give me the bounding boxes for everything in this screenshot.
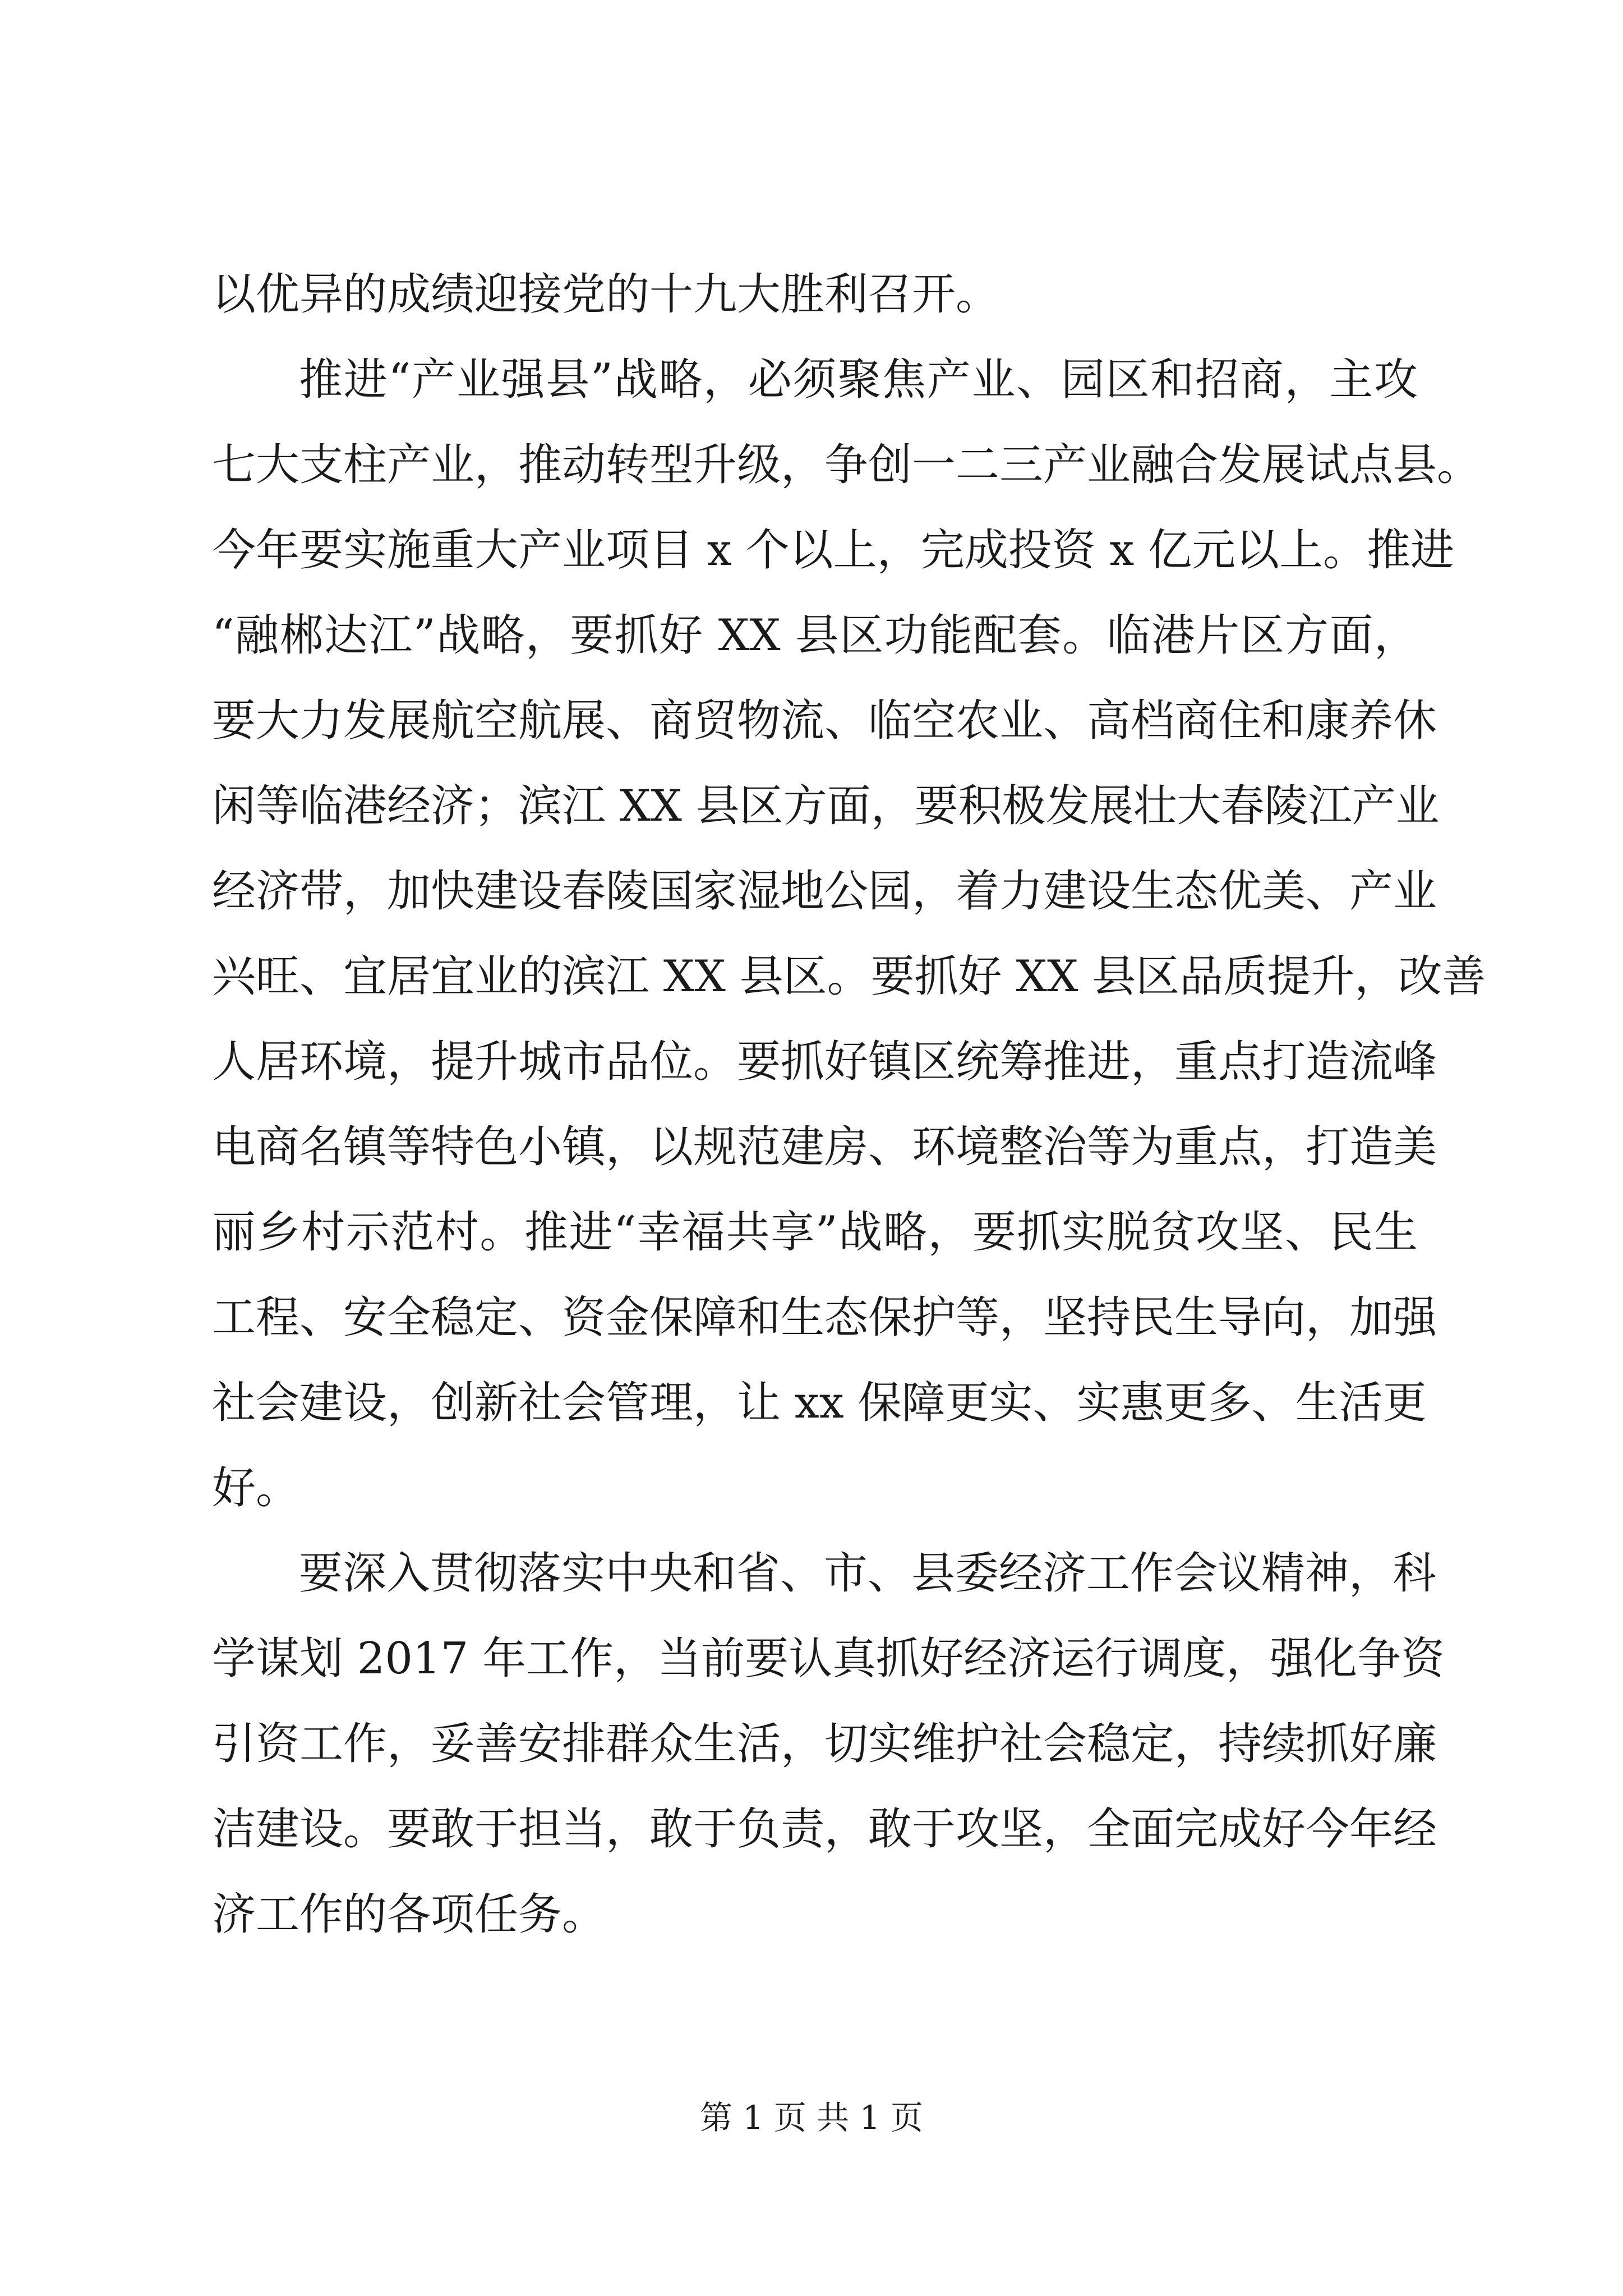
- text-line-2: 推进“产业强县”战略，必须聚焦产业、园区和招商，主攻: [299, 355, 1418, 405]
- text-line-13: 工程、安全稳定、资金保障和生态保护等，坚持民生导向，加强: [212, 1292, 1437, 1343]
- text-line-5: “融郴达江”战略，要抓好 XX 县区功能配套。临港片区方面，: [212, 610, 1418, 661]
- text-line-19: 洁建设。要敢于担当，敢于负责，敢于攻坚，全面完成好今年经: [212, 1804, 1437, 1855]
- text-line-20: 济工作的各项任务。: [212, 1889, 606, 1940]
- text-line-3: 七大支柱产业，推动转型升级，争创一二三产业融合发展试点县。: [212, 440, 1481, 490]
- text-line-9: 兴旺、宜居宜业的滨江 XX 县区。要抓好 XX 县区品质提升，改善: [212, 951, 1486, 1002]
- text-line-6: 要大力发展航空航展、商贸物流、临空农业、高档商住和康养休: [212, 696, 1437, 746]
- text-line-10: 人居环境，提升城市品位。要抓好镇区统筹推进，重点打造流峰: [212, 1037, 1437, 1087]
- text-line-11: 电商名镇等特色小镇，以规范建房、环境整治等为重点，打造美: [212, 1122, 1437, 1172]
- text-line-18: 引资工作，妥善安排群众生活，切实维护社会稳定，持续抓好廉: [212, 1719, 1437, 1769]
- text-line-8: 经济带，加快建设春陵国家湿地公园，着力建设生态优美、产业: [212, 866, 1437, 917]
- text-line-14: 社会建设，创新社会管理，让 xx 保障更实、实惠更多、生活更: [212, 1378, 1427, 1428]
- page-number-footer: 第 1 页 共 1 页: [700, 2099, 923, 2137]
- text-line-1: 以优异的成绩迎接党的十九大胜利召开。: [212, 269, 1000, 320]
- text-line-15: 好。: [212, 1463, 300, 1513]
- text-line-17: 学谋划 2017 年工作，当前要认真抓好经济运行调度，强化争资: [212, 1634, 1445, 1684]
- text-line-16: 要深入贯彻落实中央和省、市、县委经济工作会议精神，科: [299, 1548, 1437, 1599]
- text-line-4: 今年要实施重大产业项目 x 个以上，完成投资 x 亿元以上。推进: [212, 525, 1455, 576]
- text-line-12: 丽乡村示范村。推进“幸福共享”战略，要抓实脱贫攻坚、民生: [212, 1207, 1418, 1258]
- text-line-7: 闲等临港经济；滨江 XX 县区方面，要积极发展壮大春陵江产业: [212, 781, 1440, 831]
